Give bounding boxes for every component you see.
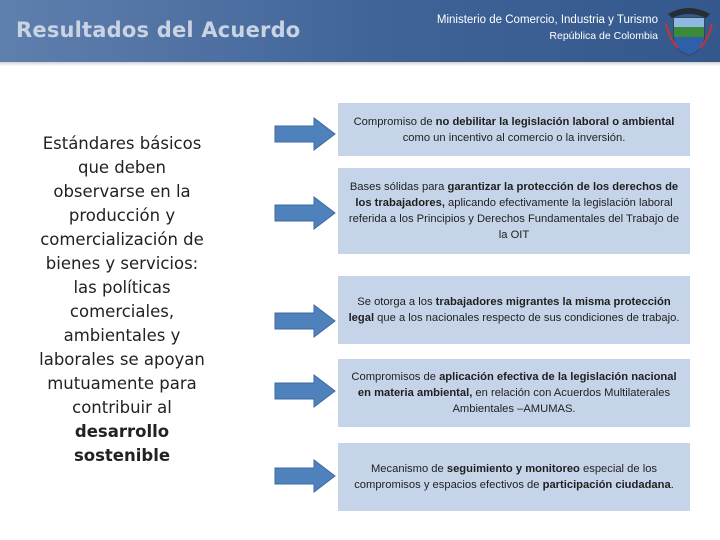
result-box-2-text: Bases sólidas para garantizar la protección de los derechos de los trabajadores, aplicando efectivamente la legislación laboral referida a los Principios y Derechos Fundamentales del Trabajo de la OIT <box>348 181 680 241</box>
republic-name: República de Colombia <box>549 30 658 42</box>
ministry-block <box>437 12 658 44</box>
standards-text-bold: desarrollo sostenible <box>73 422 171 465</box>
result-box-3 <box>338 276 690 344</box>
right-arrow-icon <box>274 304 336 338</box>
header-bar <box>0 0 720 62</box>
result-box-5-text: Mecanismo de seguimiento y monitoreo especial de los compromisos y espacios efectivos de participación ciudadana. <box>354 463 674 491</box>
header-shadow <box>0 62 720 66</box>
result-box-1-text: Compromiso de no debilitar la legislación laboral o ambiental como un incentivo al comercio o la inversión. <box>353 115 675 144</box>
result-box-5 <box>338 443 690 511</box>
right-arrow-icon <box>274 374 336 408</box>
ministry-name: Ministerio de Comercio, Industria y Turismo <box>436 14 658 26</box>
right-arrow-icon <box>274 117 336 151</box>
standards-text-normal: Estándares básicos que deben observarse en la producción y comercialización de bienes y servicios: las políticas comerciales, ambientales y laborales se apoyan mutuamente para contribuir al <box>39 134 205 417</box>
page-title: Resultados del Acuerdo <box>16 18 301 42</box>
right-arrow-icon <box>274 459 336 493</box>
coat-of-arms-icon <box>664 4 714 58</box>
standards-text <box>32 132 212 468</box>
result-box-4 <box>338 359 690 427</box>
result-box-2 <box>338 168 690 254</box>
right-arrow-icon <box>274 196 336 230</box>
result-box-4-text: Compromisos de aplicación efectiva de la legislación nacional en materia ambiental, en relación con Acuerdos Multilaterales Ambientales –AMUMAS. <box>351 371 677 415</box>
result-box-1 <box>338 103 690 156</box>
result-box-3-text: Se otorga a los trabajadores migrantes la misma protección legal que a los nacionales respecto de sus condiciones de trabajo. <box>348 296 680 324</box>
